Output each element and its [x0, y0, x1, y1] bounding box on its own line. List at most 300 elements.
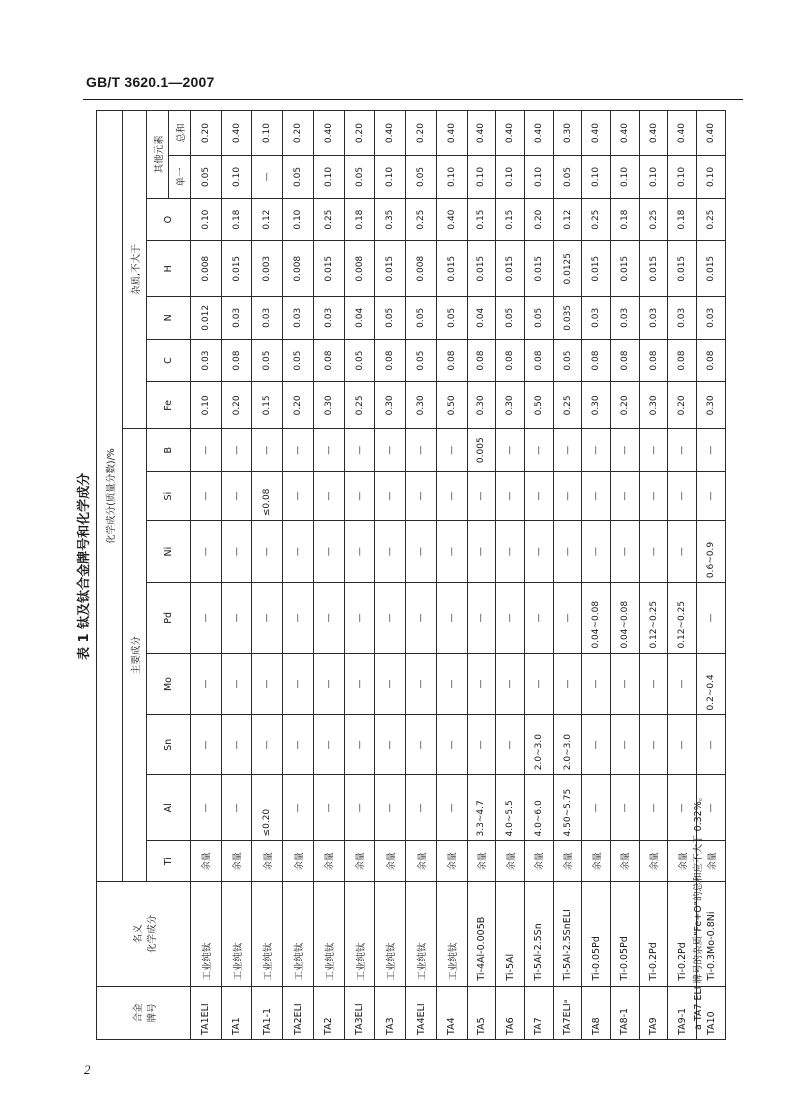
- cell-si: —: [375, 472, 406, 521]
- cell-single: 0.10: [582, 156, 611, 199]
- header-pd: Pd: [147, 583, 191, 653]
- cell-sn: —: [375, 715, 406, 775]
- cell-o: 0.12: [553, 198, 582, 241]
- cell-pd: —: [283, 583, 314, 653]
- cell-pd: —: [436, 583, 467, 653]
- cell-total: 0.40: [611, 111, 640, 156]
- cell-fe: 0.20: [611, 382, 640, 429]
- cell-n: 0.04: [344, 296, 375, 339]
- cell-o: 0.15: [496, 198, 525, 241]
- table-title: 表 1 钛及钛合金牌号和化学成分: [77, 472, 92, 660]
- table-row: [553, 111, 582, 1040]
- cell-al: —: [283, 775, 314, 841]
- cell-name: Ti-0.2Pd: [639, 882, 668, 987]
- cell-name: 工业纯钛: [313, 882, 344, 987]
- table-row: [582, 111, 611, 1040]
- cell-grade: TA3ELI: [344, 986, 375, 1039]
- cell-c: 0.08: [611, 339, 640, 382]
- cell-h: 0.015: [697, 241, 726, 297]
- cell-total: 0.20: [191, 111, 222, 156]
- header-total: 总和: [169, 111, 191, 156]
- cell-al: —: [406, 775, 437, 841]
- table-footnote: a TA7 ELI 牌号的杂质"Fe+O"的总和应不大于 0.32%。: [693, 791, 704, 1030]
- cell-n: 0.03: [668, 296, 697, 339]
- cell-sn: —: [313, 715, 344, 775]
- cell-c: 0.08: [436, 339, 467, 382]
- cell-total: 0.40: [313, 111, 344, 156]
- cell-n: 0.04: [467, 296, 496, 339]
- cell-ni: 0.6~0.9: [697, 521, 726, 583]
- cell-n: 0.03: [639, 296, 668, 339]
- cell-ni: —: [283, 521, 314, 583]
- cell-b: —: [668, 429, 697, 472]
- table-row: [221, 111, 252, 1040]
- cell-c: 0.05: [553, 339, 582, 382]
- cell-grade: TA9: [639, 986, 668, 1039]
- cell-c: 0.08: [524, 339, 553, 382]
- cell-fe: 0.30: [496, 382, 525, 429]
- cell-mo: —: [524, 653, 553, 715]
- cell-mo: —: [611, 653, 640, 715]
- cell-h: 0.015: [582, 241, 611, 297]
- cell-name: 工业纯钛: [221, 882, 252, 987]
- cell-o: 0.18: [344, 198, 375, 241]
- cell-b: —: [582, 429, 611, 472]
- cell-sn: —: [436, 715, 467, 775]
- cell-n: 0.03: [313, 296, 344, 339]
- cell-n: 0.05: [406, 296, 437, 339]
- table-row: [467, 111, 496, 1040]
- cell-total: 0.20: [283, 111, 314, 156]
- cell-si: —: [313, 472, 344, 521]
- cell-b: —: [639, 429, 668, 472]
- cell-al: 3.3~4.7: [467, 775, 496, 841]
- cell-total: 0.30: [553, 111, 582, 156]
- cell-b: —: [496, 429, 525, 472]
- cell-ni: —: [313, 521, 344, 583]
- cell-c: 0.08: [467, 339, 496, 382]
- table-row: [524, 111, 553, 1040]
- cell-ni: —: [524, 521, 553, 583]
- cell-grade: TA8: [582, 986, 611, 1039]
- cell-ti: 余量: [582, 841, 611, 882]
- cell-total: 0.20: [406, 111, 437, 156]
- cell-h: 0.015: [668, 241, 697, 297]
- table-row: [496, 111, 525, 1040]
- cell-ti: 余量: [697, 841, 726, 882]
- cell-ti: 余量: [344, 841, 375, 882]
- cell-h: 0.0125: [553, 241, 582, 297]
- cell-si: ≤0.08: [252, 472, 283, 521]
- cell-name: Ti-5Al: [496, 882, 525, 987]
- cell-grade: TA4: [436, 986, 467, 1039]
- cell-o: 0.25: [313, 198, 344, 241]
- cell-ni: —: [406, 521, 437, 583]
- cell-si: —: [582, 472, 611, 521]
- cell-fe: 0.20: [283, 382, 314, 429]
- cell-mo: —: [436, 653, 467, 715]
- cell-fe: 0.50: [436, 382, 467, 429]
- cell-fe: 0.50: [524, 382, 553, 429]
- cell-c: 0.08: [639, 339, 668, 382]
- cell-o: 0.10: [283, 198, 314, 241]
- cell-si: —: [668, 472, 697, 521]
- cell-o: 0.12: [252, 198, 283, 241]
- cell-total: 0.40: [524, 111, 553, 156]
- cell-n: 0.03: [611, 296, 640, 339]
- cell-c: 0.05: [252, 339, 283, 382]
- cell-n: 0.03: [283, 296, 314, 339]
- header-o: O: [147, 198, 191, 241]
- cell-al: —: [344, 775, 375, 841]
- cell-name: Ti-0.3Mo-0.8Ni: [697, 882, 726, 987]
- cell-name: Ti-5Al-2.5SnELI: [553, 882, 582, 987]
- cell-name: 工业纯钛: [375, 882, 406, 987]
- cell-b: —: [252, 429, 283, 472]
- cell-sn: —: [611, 715, 640, 775]
- cell-o: 0.25: [639, 198, 668, 241]
- cell-ti: 余量: [406, 841, 437, 882]
- cell-name: 工业纯钛: [191, 882, 222, 987]
- cell-sn: —: [639, 715, 668, 775]
- cell-h: 0.015: [611, 241, 640, 297]
- cell-al: —: [582, 775, 611, 841]
- cell-ti: 余量: [283, 841, 314, 882]
- cell-sn: —: [697, 715, 726, 775]
- cell-si: —: [611, 472, 640, 521]
- cell-ni: —: [639, 521, 668, 583]
- cell-name: Ti-4Al-0.005B: [467, 882, 496, 987]
- cell-ni: —: [252, 521, 283, 583]
- cell-ti: 余量: [436, 841, 467, 882]
- cell-o: 0.18: [221, 198, 252, 241]
- cell-b: —: [524, 429, 553, 472]
- cell-single: 0.05: [553, 156, 582, 199]
- cell-mo: —: [283, 653, 314, 715]
- cell-single: 0.10: [611, 156, 640, 199]
- cell-o: 0.15: [467, 198, 496, 241]
- cell-b: 0.005: [467, 429, 496, 472]
- header-n: N: [147, 296, 191, 339]
- cell-total: 0.40: [496, 111, 525, 156]
- cell-b: —: [406, 429, 437, 472]
- cell-n: 0.03: [252, 296, 283, 339]
- cell-mo: —: [191, 653, 222, 715]
- cell-h: 0.015: [524, 241, 553, 297]
- table-row: [252, 111, 283, 1040]
- cell-name: Ti-0.05Pd: [611, 882, 640, 987]
- cell-mo: —: [406, 653, 437, 715]
- cell-grade: TA1ELI: [191, 986, 222, 1039]
- table-row: [436, 111, 467, 1040]
- cell-mo: —: [344, 653, 375, 715]
- cell-h: 0.008: [191, 241, 222, 297]
- header-si: Si: [147, 472, 191, 521]
- cell-total: 0.10: [252, 111, 283, 156]
- cell-h: 0.015: [436, 241, 467, 297]
- cell-c: 0.05: [344, 339, 375, 382]
- cell-al: 4.0~5.5: [496, 775, 525, 841]
- cell-c: 0.08: [313, 339, 344, 382]
- cell-al: —: [375, 775, 406, 841]
- standard-number: GB/T 3620.1—2007: [86, 74, 215, 90]
- cell-h: 0.008: [283, 241, 314, 297]
- cell-single: 0.10: [668, 156, 697, 199]
- cell-al: —: [313, 775, 344, 841]
- cell-pd: 0.04~0.08: [611, 583, 640, 653]
- cell-n: 0.03: [221, 296, 252, 339]
- cell-sn: —: [344, 715, 375, 775]
- cell-si: —: [221, 472, 252, 521]
- cell-ti: 余量: [467, 841, 496, 882]
- cell-si: —: [406, 472, 437, 521]
- cell-h: 0.015: [375, 241, 406, 297]
- cell-single: 0.05: [283, 156, 314, 199]
- cell-mo: —: [668, 653, 697, 715]
- cell-grade: TA4ELI: [406, 986, 437, 1039]
- cell-fe: 0.30: [313, 382, 344, 429]
- cell-n: 0.012: [191, 296, 222, 339]
- cell-fe: 0.30: [375, 382, 406, 429]
- cell-grade: TA10: [697, 986, 726, 1039]
- cell-si: —: [524, 472, 553, 521]
- cell-ni: —: [611, 521, 640, 583]
- cell-pd: —: [496, 583, 525, 653]
- cell-total: 0.20: [344, 111, 375, 156]
- cell-si: —: [553, 472, 582, 521]
- cell-c: 0.08: [496, 339, 525, 382]
- cell-single: 0.10: [313, 156, 344, 199]
- cell-b: —: [375, 429, 406, 472]
- cell-ni: —: [582, 521, 611, 583]
- cell-ti: 余量: [313, 841, 344, 882]
- cell-fe: 0.25: [344, 382, 375, 429]
- cell-total: 0.40: [436, 111, 467, 156]
- cell-single: 0.10: [639, 156, 668, 199]
- cell-grade: TA9-1: [668, 986, 697, 1039]
- cell-si: —: [283, 472, 314, 521]
- cell-si: —: [697, 472, 726, 521]
- cell-o: 0.25: [406, 198, 437, 241]
- cell-ni: —: [496, 521, 525, 583]
- cell-total: 0.40: [639, 111, 668, 156]
- cell-sn: —: [221, 715, 252, 775]
- cell-sn: —: [283, 715, 314, 775]
- cell-ni: —: [668, 521, 697, 583]
- cell-al: —: [436, 775, 467, 841]
- cell-single: 0.10: [221, 156, 252, 199]
- header-composition: 化学成分(质量分数)/%: [97, 111, 123, 882]
- cell-b: —: [283, 429, 314, 472]
- cell-mo: —: [375, 653, 406, 715]
- cell-ni: —: [553, 521, 582, 583]
- cell-al: —: [668, 775, 697, 841]
- header-h: H: [147, 241, 191, 297]
- header-name: 名义 化学成分: [97, 882, 191, 987]
- cell-name: 工业纯钛: [252, 882, 283, 987]
- cell-ti: 余量: [639, 841, 668, 882]
- cell-fe: 0.30: [697, 382, 726, 429]
- cell-total: 0.40: [221, 111, 252, 156]
- cell-grade: TA3: [375, 986, 406, 1039]
- page-number: 2: [84, 1062, 91, 1077]
- cell-total: 0.40: [697, 111, 726, 156]
- cell-name: 工业纯钛: [344, 882, 375, 987]
- cell-ti: 余量: [221, 841, 252, 882]
- cell-pd: —: [406, 583, 437, 653]
- cell-b: —: [191, 429, 222, 472]
- cell-fe: 0.30: [406, 382, 437, 429]
- cell-pd: —: [375, 583, 406, 653]
- cell-name: Ti-0.05Pd: [582, 882, 611, 987]
- cell-pd: —: [524, 583, 553, 653]
- header-fe: Fe: [147, 382, 191, 429]
- cell-o: 0.25: [582, 198, 611, 241]
- header-c: C: [147, 339, 191, 382]
- cell-grade: TA6: [496, 986, 525, 1039]
- cell-ni: —: [191, 521, 222, 583]
- cell-single: 0.05: [406, 156, 437, 199]
- cell-al: 4.0~6.0: [524, 775, 553, 841]
- cell-sn: —: [191, 715, 222, 775]
- cell-al: 4.50~5.75: [553, 775, 582, 841]
- cell-ni: —: [344, 521, 375, 583]
- cell-pd: —: [221, 583, 252, 653]
- cell-single: 0.10: [524, 156, 553, 199]
- cell-mo: —: [496, 653, 525, 715]
- cell-sn: 2.0~3.0: [524, 715, 553, 775]
- cell-b: —: [697, 429, 726, 472]
- cell-grade: TA2ELI: [283, 986, 314, 1039]
- cell-ti: 余量: [375, 841, 406, 882]
- cell-name: Ti-0.2Pd: [668, 882, 697, 987]
- cell-h: 0.003: [252, 241, 283, 297]
- cell-ti: 余量: [668, 841, 697, 882]
- cell-o: 0.20: [524, 198, 553, 241]
- alloy-composition-table: [96, 110, 726, 1040]
- table-row: [406, 111, 437, 1040]
- cell-pd: —: [344, 583, 375, 653]
- cell-sn: —: [252, 715, 283, 775]
- cell-fe: 0.30: [582, 382, 611, 429]
- cell-c: 0.08: [582, 339, 611, 382]
- cell-c: 0.05: [406, 339, 437, 382]
- cell-ni: —: [436, 521, 467, 583]
- cell-pd: —: [313, 583, 344, 653]
- cell-ti: 余量: [553, 841, 582, 882]
- cell-pd: 0.12~0.25: [639, 583, 668, 653]
- cell-sn: 2.0~3.0: [553, 715, 582, 775]
- cell-name: 工业纯钛: [406, 882, 437, 987]
- cell-mo: —: [467, 653, 496, 715]
- cell-b: —: [344, 429, 375, 472]
- cell-ti: 余量: [611, 841, 640, 882]
- cell-n: 0.05: [524, 296, 553, 339]
- cell-al: —: [191, 775, 222, 841]
- cell-single: 0.10: [496, 156, 525, 199]
- header-grade: 合金 牌号: [97, 986, 191, 1039]
- cell-mo: —: [553, 653, 582, 715]
- cell-single: 0.05: [344, 156, 375, 199]
- cell-si: —: [436, 472, 467, 521]
- cell-fe: 0.25: [553, 382, 582, 429]
- cell-fe: 0.30: [639, 382, 668, 429]
- cell-al: —: [611, 775, 640, 841]
- header-al: Al: [147, 775, 191, 841]
- cell-n: 0.05: [496, 296, 525, 339]
- table-row: [283, 111, 314, 1040]
- cell-mo: 0.2~0.4: [697, 653, 726, 715]
- cell-o: 0.40: [436, 198, 467, 241]
- header-rule: [83, 99, 743, 100]
- cell-total: 0.40: [375, 111, 406, 156]
- table-row: [313, 111, 344, 1040]
- cell-single: 0.10: [375, 156, 406, 199]
- cell-al: ≤0.20: [252, 775, 283, 841]
- table-row: [611, 111, 640, 1040]
- cell-pd: 0.04~0.08: [582, 583, 611, 653]
- cell-si: —: [639, 472, 668, 521]
- cell-c: 0.08: [375, 339, 406, 382]
- table-row: [375, 111, 406, 1040]
- table-row: [191, 111, 222, 1040]
- header-b: B: [147, 429, 191, 472]
- cell-o: 0.35: [375, 198, 406, 241]
- cell-o: 0.18: [668, 198, 697, 241]
- cell-total: 0.40: [467, 111, 496, 156]
- cell-n: 0.035: [553, 296, 582, 339]
- cell-mo: —: [313, 653, 344, 715]
- cell-n: 0.03: [697, 296, 726, 339]
- cell-grade: TA7ELIᵃ: [553, 986, 582, 1039]
- cell-total: 0.40: [668, 111, 697, 156]
- cell-ni: —: [221, 521, 252, 583]
- cell-n: 0.05: [375, 296, 406, 339]
- cell-pd: —: [191, 583, 222, 653]
- cell-sn: —: [496, 715, 525, 775]
- cell-sn: —: [406, 715, 437, 775]
- cell-n: 0.03: [582, 296, 611, 339]
- cell-fe: 0.30: [467, 382, 496, 429]
- cell-c: 0.05: [283, 339, 314, 382]
- cell-grade: TA2: [313, 986, 344, 1039]
- cell-si: —: [191, 472, 222, 521]
- header-ni: Ni: [147, 521, 191, 583]
- cell-o: 0.10: [191, 198, 222, 241]
- cell-ti: 余量: [252, 841, 283, 882]
- cell-grade: TA1-1: [252, 986, 283, 1039]
- cell-pd: 0.12~0.25: [668, 583, 697, 653]
- cell-b: —: [553, 429, 582, 472]
- cell-single: —: [252, 156, 283, 199]
- cell-b: —: [436, 429, 467, 472]
- cell-pd: —: [467, 583, 496, 653]
- cell-ni: —: [467, 521, 496, 583]
- cell-mo: —: [252, 653, 283, 715]
- cell-ni: —: [375, 521, 406, 583]
- cell-o: 0.25: [697, 198, 726, 241]
- cell-name: Ti-5Al-2.5Sn: [524, 882, 553, 987]
- cell-fe: 0.20: [668, 382, 697, 429]
- cell-single: 0.05: [191, 156, 222, 199]
- header-sn: Sn: [147, 715, 191, 775]
- header-ti: Ti: [147, 841, 191, 882]
- cell-mo: —: [582, 653, 611, 715]
- cell-o: 0.18: [611, 198, 640, 241]
- cell-al: —: [697, 775, 726, 841]
- cell-h: 0.015: [496, 241, 525, 297]
- cell-si: —: [496, 472, 525, 521]
